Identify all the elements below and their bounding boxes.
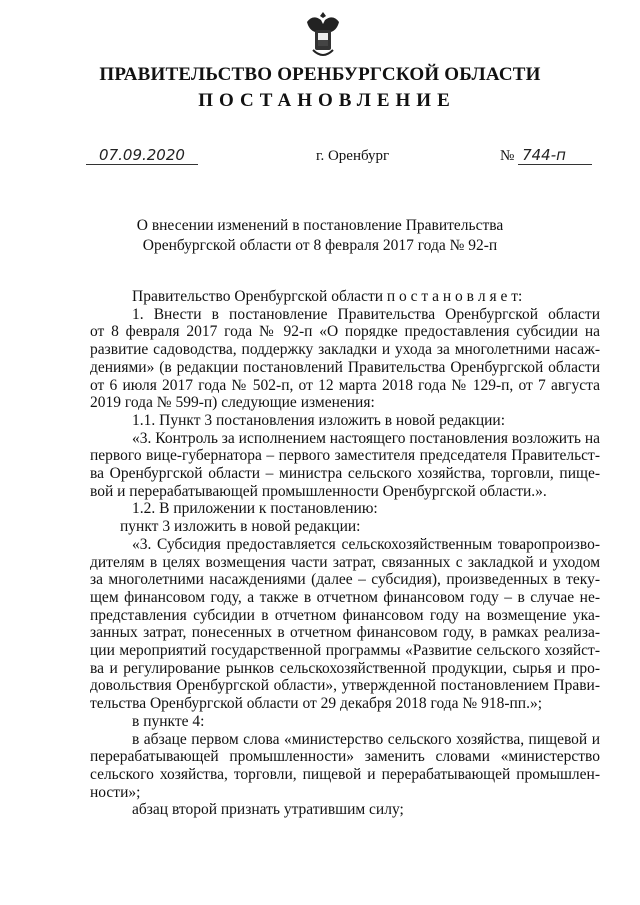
body-line: Правительство Оренбургской области п о с т а н о в л я е т:	[132, 288, 523, 305]
body-line: абзац второй признать утратившим силу;	[132, 801, 404, 819]
body-line: первого вице-губернатора – первого заместителя председателя Правительст-	[90, 447, 600, 465]
body-line: ва и регулирование рынков сельскохозяйственной продукции, сырья и про-	[90, 659, 600, 677]
body-line: вой и перерабатывающей промышленности Оренбургской области.».	[90, 482, 547, 500]
body-line: от 6 июля 2017 года № 502-п, от 12 марта 2018 года № 129-п, от 7 августа	[90, 376, 600, 394]
document-type: ПОСТАНОВЛЕНИЕ	[198, 90, 456, 111]
body-line: ва Оренбургской области – министра сельского хозяйства, торговли, пище-	[90, 465, 600, 483]
body-line: сельского хозяйства, торговли, пищевой и перерабатывающей промышлен-	[90, 765, 600, 783]
body-line: занных затрат, понесенных в отчетном финансовом году, в рамках реализа-	[90, 624, 600, 642]
body-line: ции мероприятий государственной программы «Развитие сельского хозяйст-	[90, 642, 600, 660]
document-number	[500, 146, 592, 165]
body-line: от 8 февраля 2017 года № 92-п «О порядке предоставления субсидии на	[90, 323, 600, 341]
body-line: 1. Внести в постановление Правительства Оренбургской области	[132, 305, 600, 323]
body-line: щем финансовом году, а также в отчетном финансовом году – в случае не-	[90, 588, 600, 606]
body-line: развитие садоводства, поддержку закладки и ухода за многолетними насаж-	[90, 341, 600, 359]
body-line: «3. Контроль за исполнением настоящего постановления возложить на	[132, 429, 600, 447]
body-line: перерабатывающей промышленности» заменить словами «министерство	[90, 748, 600, 766]
body-line: 2019 года № 599-п) следующие изменения:	[90, 394, 375, 412]
document-body	[90, 288, 600, 819]
body-line: 1.1. Пункт 3 постановления изложить в новой редакции:	[132, 411, 506, 429]
body-line: представления субсидии в отчетном финансовом году на возмещение ука-	[90, 606, 600, 624]
document-city: г. Оренбург	[316, 148, 390, 164]
organization-name: ПРАВИТЕЛЬСТВО ОРЕНБУРГСКОЙ ОБЛАСТИ	[99, 64, 541, 85]
body-line: пункт 3 изложить в новой редакции:	[120, 518, 361, 536]
body-line: в абзаце первом слова «министерство сельского хозяйства, пищевой и	[132, 730, 600, 748]
body-line: дителям в целях возмещения части затрат, связанных с закладкой и уходом	[90, 553, 600, 571]
document-title	[0, 216, 640, 256]
body-line: «3. Субсидия предоставляется сельскохозяйственным товаропроизво-	[132, 535, 600, 553]
body-line: 1.2. В приложении к постановлению:	[132, 500, 378, 518]
title-line: Оренбургской области от 8 февраля 2017 года № 92-п	[142, 237, 498, 254]
body-line: довольствия Оренбургской области», утвержденной постановлением Прави-	[90, 677, 600, 695]
body-line: дениями» (в редакции постановлений Правительства Оренбургской области	[90, 358, 600, 376]
document-date: 07.09.2020	[86, 146, 198, 165]
body-line: в пункте 4:	[132, 712, 205, 730]
title-line: О внесении изменений в постановление Правительства	[136, 217, 504, 234]
body-line: за многолетними насаждениями (далее – субсидия), произведенных в теку-	[90, 571, 600, 589]
number-value: 744-п	[518, 146, 592, 165]
coat-of-arms-icon	[303, 8, 343, 60]
body-line: ности»;	[90, 783, 141, 801]
number-label: №	[500, 148, 515, 164]
body-line: тельства Оренбургской области от 29 декабря 2018 года № 918-пп.»;	[90, 695, 543, 713]
